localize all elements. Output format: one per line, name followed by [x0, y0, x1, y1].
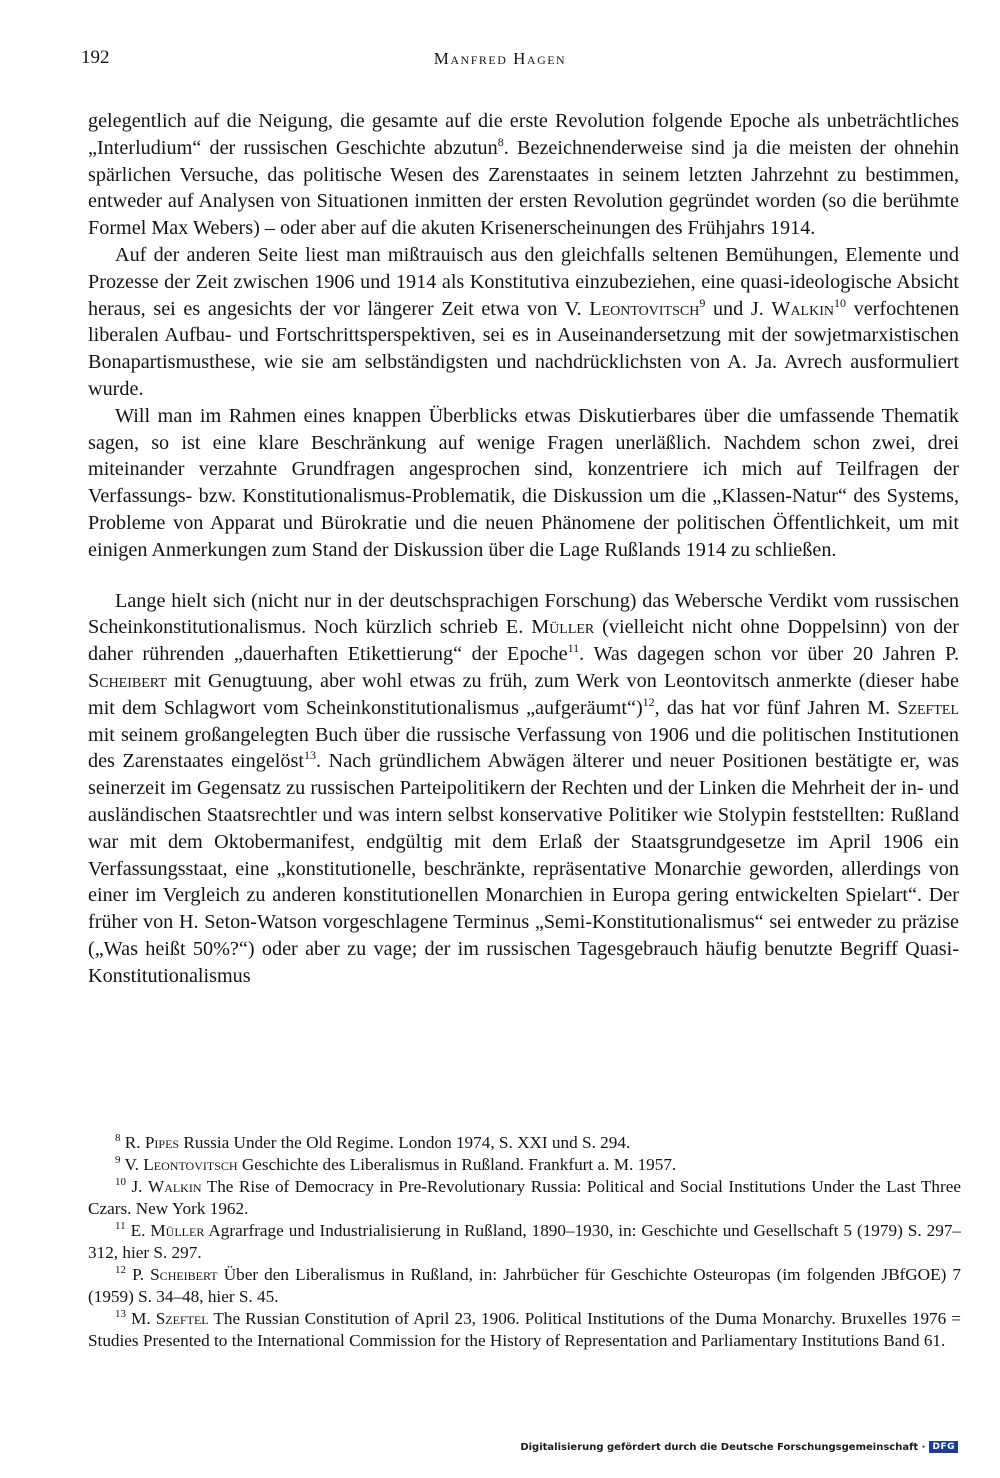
- text-run: verfochtenen liberalen Aufbau- und Fortschrittsperspektiven, sei es in Auseinandersetzung mit der sowjetmarxistischen Bonapartismusthese, wie sie am selbständigsten und nachdrücklichsten von A. Ja. Avrech ausformuliert wurde.: [88, 297, 959, 400]
- footnote: [88, 1132, 961, 1154]
- text-run: . Was dagegen schon vor über 20 Jahren P.: [579, 643, 959, 666]
- footnote: [88, 1176, 961, 1220]
- body-paragraph: [88, 588, 959, 990]
- page-number: 192: [81, 47, 110, 68]
- author-name: Leontovitsch: [589, 297, 700, 320]
- text-run: The Russian Constitution of April 23, 1906. Political Institutions of the Duma Monarchy. Bruxelles 1976 = Studies Presented to the International Commission for the History of Representation and Parliamentary Institutions Band 61.: [88, 1309, 961, 1350]
- footnote-marker: 11: [567, 641, 580, 656]
- text-run: und J.: [705, 297, 772, 320]
- text-run: Über den Liberalismus in Rußland, in: Jahrbücher für Geschichte Osteuropas (im folgenden JBfGOE) 7 (1959) S. 34–48, hier S. 45.: [88, 1265, 961, 1306]
- text-run: V.: [120, 1155, 144, 1174]
- footnote-marker: 8: [115, 1132, 121, 1144]
- text-run: Lange hielt sich (nicht nur in der deutschsprachigen Forschung) das Webersche Verdikt vom russischen Scheinkonstitutionalismus. Noch kürzlich schrieb E.: [88, 589, 959, 639]
- footnote-marker: 13: [303, 748, 316, 763]
- body-paragraph: [88, 242, 959, 403]
- author-name: Müller: [531, 616, 595, 639]
- text-run: Agrarfrage und Industrialisierung in Rußland, 1890–1930, in: Geschichte und Gesellschaft 5 (1979) S. 297–312, hier S. 297.: [88, 1221, 962, 1262]
- footnote: [88, 1264, 961, 1308]
- footnote: [88, 1308, 961, 1352]
- author-name: Scheibert: [88, 669, 167, 692]
- author-name: Walkin: [771, 297, 834, 320]
- text-run: Will man im Rahmen eines knappen Überblicks etwas Diskutierbares über die umfassende Thematik sagen, so ist eine klare Beschränkung auf wenige Fragen unerläßlich. Nachdem schon zwei, drei miteinander verzahnte Grundfragen angesprochen sind, konzentriere ich mich auf Teilfragen der Verfassungs- bzw. Konstitutionalismus-Problematik, die Diskussion um die „Klassen-Natur“ des Systems, Probleme von Apparat und Bürokratie und die neuen Phänomene der politischen Öffentlichkeit, um mit einigen Anmerkungen zum Stand der Diskussion über die Lage Rußlands 1914 zu schließen.: [88, 404, 959, 561]
- footnote-marker: 10: [115, 1176, 126, 1188]
- author-name: Müller: [150, 1221, 205, 1240]
- body-paragraph: [88, 108, 959, 242]
- footnote-marker: 12: [115, 1264, 126, 1276]
- footnote-marker: 13: [115, 1308, 126, 1320]
- running-head: Manfred Hagen: [433, 49, 567, 68]
- text-run: gelegentlich auf die Neigung, die gesamte auf die erste Revolution folgende Epoche als unbeträchtliches „Interludium“ der russischen Geschichte abzutun: [88, 110, 959, 159]
- footnote-marker: 9: [699, 295, 706, 310]
- author-name: Pipes: [144, 1133, 180, 1152]
- text-run: , das hat vor fünf Jahren M.: [654, 696, 898, 719]
- text-run: The Rise of Democracy in Pre-Revolutionary Russia: Political and Social Institutions Under the Last Three Czars. New York 1962.: [88, 1177, 961, 1218]
- footnote: [88, 1154, 961, 1176]
- text-run: E.: [125, 1221, 151, 1240]
- credit-text: Digitalisierung gefördert durch die Deutsche Forschungsgemeinschaft ·: [520, 1441, 926, 1453]
- footnote-marker: 9: [115, 1154, 121, 1166]
- text-run: M.: [126, 1309, 156, 1328]
- body-paragraph: [88, 403, 959, 564]
- text-run: (vielleicht nicht ohne Doppelsinn) von der daher rührenden „dauerhaften Etikettierung“ der Epoche: [88, 616, 959, 666]
- dfg-logo-icon: DFG: [929, 1441, 958, 1453]
- footnote-marker: 10: [834, 295, 846, 310]
- author-name: Scheibert: [150, 1265, 218, 1284]
- text-run: Geschichte des Liberalismus in Rußland. Frankfurt a. M. 1957.: [237, 1155, 677, 1174]
- body-text: [88, 108, 959, 990]
- author-name: Walkin: [147, 1177, 202, 1196]
- text-run: Russia Under the Old Regime. London 1974, S. XXI und S. 294.: [179, 1133, 631, 1152]
- text-run: mit Genugtuung, aber wohl etwas zu früh, zum Werk von Leontovitsch anmerkte (dieser habe mit dem Schlagwort vom Scheinkonstitutionalismus „aufgeräumt“): [88, 669, 959, 719]
- text-run: R.: [120, 1133, 145, 1152]
- footnotes: [88, 1132, 961, 1352]
- text-run: Auf der anderen Seite liest man mißtrauisch aus den gleichfalls seltenen Bemühungen, Elemente und Prozesse der Zeit zwischen 1906 und 1914 als Konstitutiva einzubeziehen, eine quasi-ideologische Absicht heraus, sei es angesichts der vor längerer Zeit etwa von V.: [88, 243, 959, 320]
- footnote-marker: 11: [115, 1220, 126, 1232]
- text-run: mit seinem großangelegten Buch über die russische Verfassung von 1906 und die politischen Institutionen des Zarenstaates eingelöst: [88, 723, 959, 773]
- footnote-marker: 8: [497, 134, 504, 149]
- author-name: Leontovitsch: [143, 1155, 238, 1174]
- text-run: P.: [126, 1265, 151, 1284]
- author-name: Szeftel: [155, 1309, 209, 1328]
- footnote: [88, 1220, 961, 1264]
- footnote-marker: 12: [642, 694, 655, 709]
- digitization-credit: [520, 1441, 958, 1453]
- text-run: . Bezeichnenderweise sind ja die meisten der ohnehin spärlichen Versuche, das politische Wesen des Zarenstaates in seinem letzten Jahrzehnt zu bestimmen, entweder auf Analysen von Situationen inmitten der ersten Revolution gegründet worden (so die berühmte Formel Max Webers) – oder aber auf die akuten Krisenerscheinungen des Frühjahrs 1914.: [88, 136, 959, 240]
- author-name: Szeftel: [897, 696, 959, 719]
- text-run: J.: [126, 1177, 148, 1196]
- text-run: . Nach gründlichem Abwägen älterer und neuer Positionen bestätigte er, was seinerzeit im Gegensatz zu russischen Parteipolitikern der Rechten und der Linken die Mehrheit der in- und ausländischen Staatsrechtler und was intern selbst konservative Politiker wie Stolypin feststellten: Rußland war mit dem Oktobermanifest, endgültig mit dem Erlaß der Staatsgrundgesetze im April 1906 ein Verfassungsstaat, eine „konstitutionelle, beschränkte, repräsentative Monarchie geworden, allerdings von einer im Vergleich zu anderen konstitutionellen Monarchien in Europa gering entwickelten Spielart“. Der früher von H. Seton-Watson vorgeschlagene Terminus „Semi-Konstitutionalismus“ sei entweder zu präzise („Was heißt 50%?“) oder aber zu vage; der im russischen Tagesgebrauch häufig benutzte Begriff Quasi-Konstitutionalismus: [88, 750, 959, 987]
